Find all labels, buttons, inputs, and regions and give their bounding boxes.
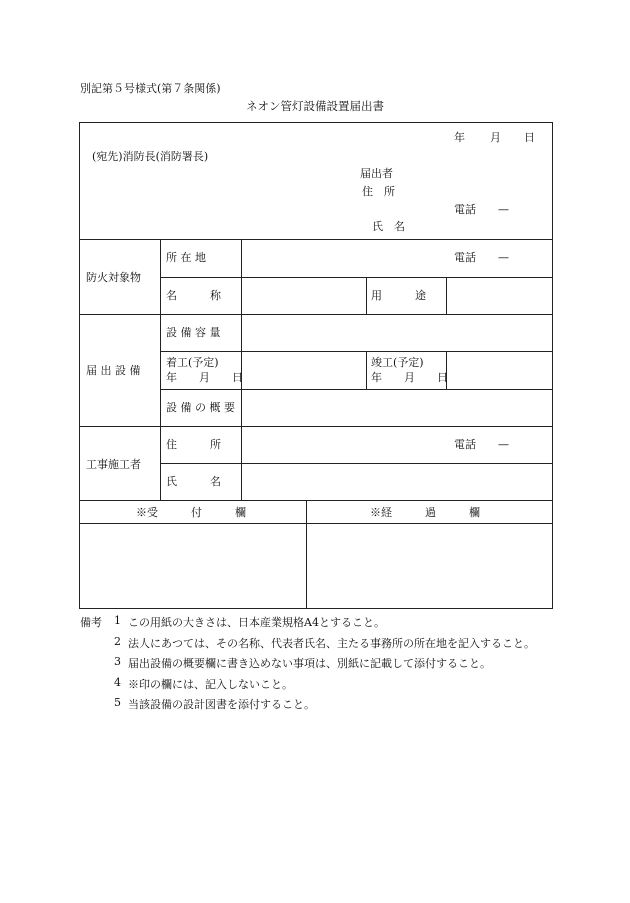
notifier-phone-label: 電話 xyxy=(454,203,476,216)
remark-number: 1 xyxy=(114,614,121,627)
remark-number: 2 xyxy=(114,634,121,648)
remark-number: 4 xyxy=(114,675,121,689)
row-divider xyxy=(80,314,552,315)
row-divider xyxy=(160,277,552,278)
equipment-section-label: 届 出 設 備 xyxy=(86,364,141,377)
date-day-label: 日 xyxy=(524,131,535,144)
fire-target-phone-label: 電話 xyxy=(454,251,476,264)
equipment-summary-label: 設 備 の 概 要 xyxy=(166,401,235,414)
row-divider xyxy=(160,389,552,390)
remark-number: 5 xyxy=(114,696,121,709)
column-divider xyxy=(366,351,367,389)
reception-column-label: ※受 付 欄 xyxy=(136,506,246,519)
equipment-finish-label: 竣工(予定) xyxy=(371,356,424,369)
form-reference: 別記第５号様式(第７条関係) xyxy=(80,82,221,95)
equipment-start-date: 年 月 日 xyxy=(166,371,243,384)
fire-target-section-label: 防火対象物 xyxy=(86,271,141,284)
notifier-name-label: 氏 名 xyxy=(372,220,405,233)
contractor-section-label: 工事施工者 xyxy=(86,458,141,471)
contractor-phone-dash: — xyxy=(498,438,509,451)
row-divider xyxy=(80,523,552,524)
column-divider xyxy=(306,500,307,609)
addressee: (宛先)消防長(消防署長) xyxy=(92,150,209,163)
remark-text: 法人にあつては、その名称、代表者氏名、主たる事務所の所在地を記入すること。 xyxy=(128,636,535,650)
row-divider xyxy=(80,426,552,427)
equipment-capacity-label: 設 備 容 量 xyxy=(166,326,221,339)
row-divider xyxy=(160,463,552,464)
progress-column-label: ※経 過 欄 xyxy=(370,506,480,519)
notifier-phone-dash: — xyxy=(498,203,509,216)
notifier-address-label: 住 所 xyxy=(362,185,395,198)
contractor-name-label: 氏 名 xyxy=(166,475,221,488)
fire-target-location-label: 所 在 地 xyxy=(166,251,206,264)
remark-text: 届出設備の概要欄に書き込めない事項は、別紙に記載して添付すること。 xyxy=(128,657,491,670)
fire-target-use-label: 用 途 xyxy=(371,289,426,302)
contractor-address-label: 住 所 xyxy=(166,438,221,451)
remarks xyxy=(80,614,535,717)
remark-text: ※印の欄には、記入しないこと。 xyxy=(128,677,293,691)
application-form-table xyxy=(79,122,553,609)
row-divider xyxy=(80,500,552,501)
column-divider xyxy=(241,239,242,500)
date-year-label: 年 xyxy=(454,131,465,144)
notifier-label: 届出者 xyxy=(360,167,393,180)
document-title: ネオン管灯設備設置届出書 xyxy=(246,99,384,113)
remarks-label: 備考 xyxy=(80,616,102,629)
remark-number: 3 xyxy=(114,655,121,668)
column-divider xyxy=(160,239,161,500)
column-divider xyxy=(366,277,367,314)
row-divider xyxy=(80,239,552,240)
contractor-phone-label: 電話 xyxy=(454,438,476,451)
date-month-label: 月 xyxy=(490,131,501,144)
column-divider xyxy=(446,277,447,314)
equipment-start-label: 着工(予定) xyxy=(166,356,219,369)
remark-text: この用紙の大きさは、日本産業規格A4とすること。 xyxy=(128,616,385,629)
remark-text: 当該設備の設計図書を添付すること。 xyxy=(128,698,315,711)
fire-target-name-label: 名 称 xyxy=(166,289,221,302)
fire-target-phone-dash: — xyxy=(498,251,509,264)
equipment-finish-date: 年 月 日 xyxy=(371,371,448,384)
row-divider xyxy=(160,351,552,352)
